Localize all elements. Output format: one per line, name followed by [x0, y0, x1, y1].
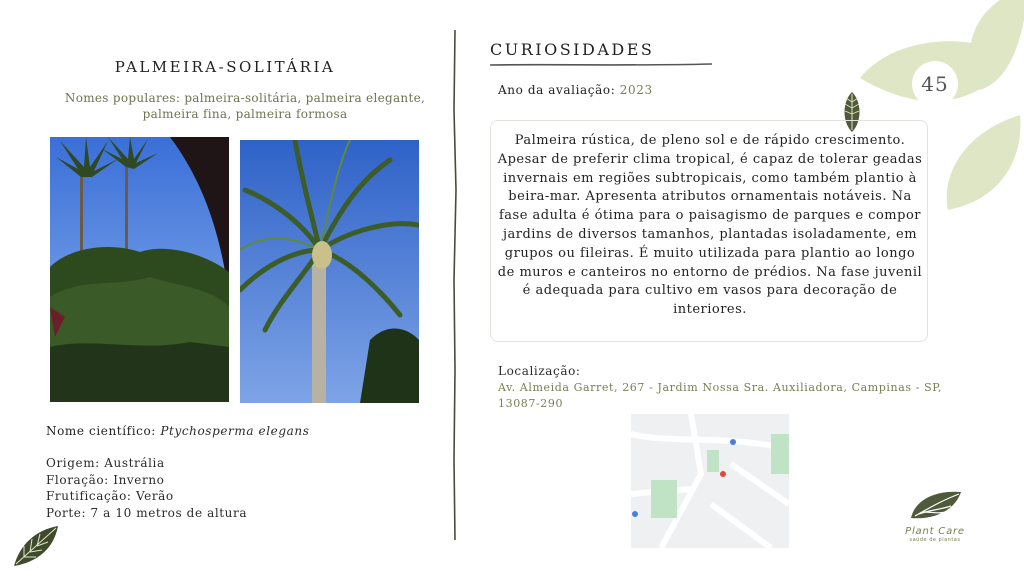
- popular-names: [40, 90, 450, 122]
- popular-names-line: Nomes populares: palmeira-solitária, palmeira elegante,: [64, 91, 426, 105]
- column-divider: [452, 30, 458, 540]
- fact-size: Porte: 7 a 10 metros de altura: [46, 505, 248, 520]
- location-label: Localização:: [498, 364, 581, 378]
- plant-facts: [46, 455, 247, 521]
- title-underline: [490, 62, 712, 68]
- fact-flowering: Floração: Inverno: [46, 472, 165, 487]
- plant-photo-2: [240, 140, 419, 403]
- plant-care-logo-icon: [905, 488, 965, 522]
- location-map: [631, 414, 789, 548]
- description-text: Palmeira rústica, de pleno sol e de rápido crescimento. Apesar de preferir clima tropical, é capaz de tolerar geadas invernais em regiões subtropicais, como também plantio à beira-mar. Apresenta atributos ornamentais notáveis. Na fase adulta é ótima para o paisagismo de parques e compor jardins de diversos tamanhos, plantadas isoladamente, em grupos ou fileiras. É muito utilizada para plantio ao longo de muros e canteiros no entorno de prédios. Na fase juvenil é adequada para cultivo em vasos para decoração de interiores.: [497, 133, 923, 318]
- map-pin-icon: [730, 439, 736, 445]
- location-address: Av. Almeida Garret, 267 - Jardim Nossa Sra. Auxiliadora, Campinas - SP, 13087-290: [498, 381, 943, 410]
- brand-logo: [900, 488, 970, 543]
- leaf-icon: [12, 524, 60, 568]
- brand-name: Plant Care: [905, 526, 965, 537]
- leaf-shape: [947, 115, 1021, 210]
- brand-tagline: saúde de plantas: [909, 537, 961, 543]
- fact-origin: Origem: Austrália: [46, 456, 165, 470]
- scientific-name-label: Nome científico:: [46, 424, 161, 438]
- popular-names-line: palmeira fina, palmeira formosa: [142, 107, 348, 121]
- scientific-name-value: Ptychosperma elegans: [160, 424, 310, 438]
- evaluation-year-label: Ano da avaliação:: [498, 83, 620, 97]
- plant-photo-1: [50, 137, 229, 402]
- evaluation-year-value: 2023: [619, 83, 653, 97]
- page-number: 45: [912, 61, 958, 107]
- fact-fruiting: Frutificação: Verão: [46, 489, 174, 503]
- plant-title: PALMEIRA-SOLITÁRIA: [114, 58, 336, 76]
- section-title: CURIOSIDADES: [490, 40, 655, 59]
- map-pin-icon: [632, 511, 638, 517]
- map-pin-icon: [720, 471, 726, 477]
- evaluation-year: [498, 83, 653, 97]
- scientific-name: [46, 424, 310, 438]
